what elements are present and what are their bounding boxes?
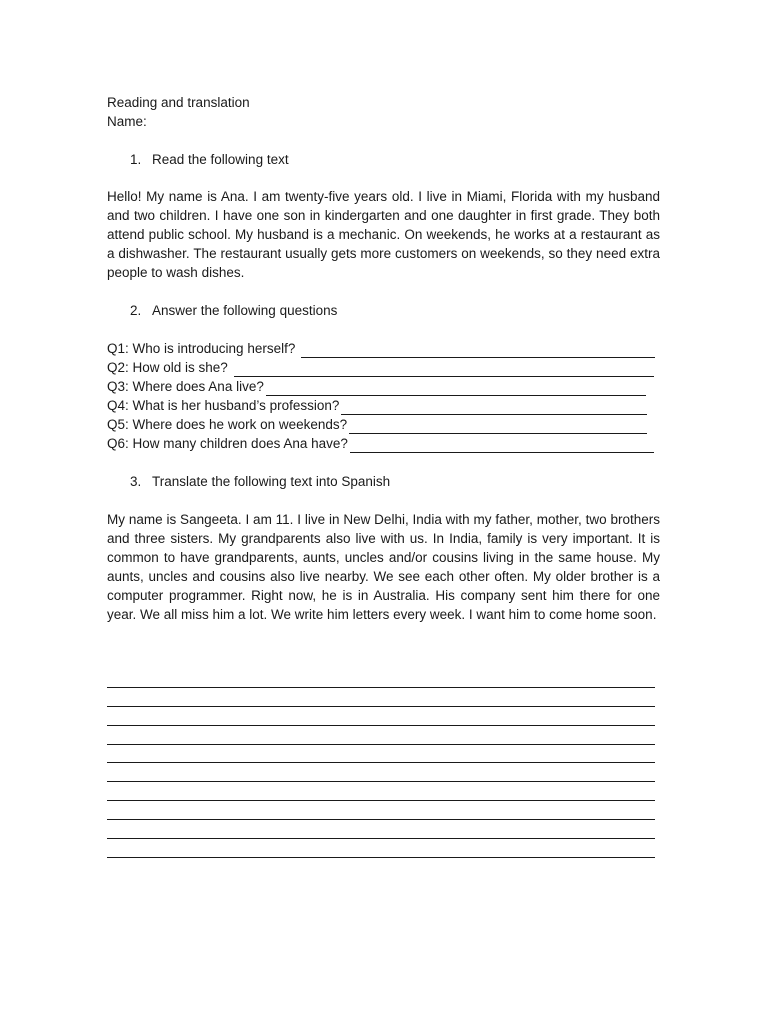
question-row <box>107 415 667 434</box>
answer-blank[interactable] <box>234 362 654 377</box>
answer-line[interactable] <box>107 763 655 782</box>
answer-line[interactable] <box>107 688 655 707</box>
question-label: Q2: How old is she? <box>107 360 232 375</box>
answer-blank[interactable] <box>266 381 646 396</box>
question-label: Q4: What is her husband’s profession? <box>107 398 340 413</box>
section-2-number: 2. <box>130 303 142 318</box>
question-row <box>107 339 667 358</box>
answer-blank[interactable] <box>350 438 654 453</box>
answer-blank[interactable] <box>301 343 655 358</box>
translation-passage: My name is Sangeeta. I am 11. I live in New Delhi, India with my father, mother, two brothers and three sisters. My grandparents also live with us. In India, family is very important. It is common to have grandparents, aunts, uncles and/or cousins living in the same house. My aunts, uncles and cousins also live nearby. We see each other often. My older brother is a computer programmer. Right now, he is in Australia. His company sent him there for one year. We all miss him a lot. We write him letters every week. I want him to come home soon. <box>107 512 660 622</box>
question-row <box>107 377 667 396</box>
answer-line[interactable] <box>107 820 655 839</box>
section-3-number: 3. <box>130 474 142 489</box>
reading-passage: Hello! My name is Ana. I am twenty-five years old. I live in Miami, Florida with my husband and two children. I have one son in kindergarten and one daughter in first grade. They both attend public school. My husband is a mechanic. On weekends, he works at a restaurant as a dishwasher. The restaurant usually gets more customers on weekends, so they need extra people to wash dishes. <box>107 189 660 280</box>
answer-line[interactable] <box>107 669 655 688</box>
answer-line[interactable] <box>107 726 655 745</box>
worksheet-header <box>107 93 250 131</box>
section-3-title: Translate the following text into Spanish <box>152 474 391 489</box>
question-label: Q1: Who is introducing herself? <box>107 341 300 356</box>
section-2-title: Answer the following questions <box>152 303 338 318</box>
question-list <box>107 339 667 453</box>
answer-line[interactable] <box>107 782 655 801</box>
section-1-heading <box>130 150 289 169</box>
answer-blank[interactable] <box>349 419 647 434</box>
question-label: Q5: Where does he work on weekends? <box>107 417 348 432</box>
question-row <box>107 396 667 415</box>
section-2-heading <box>130 301 337 320</box>
question-label: Q6: How many children does Ana have? <box>107 436 348 451</box>
answer-line[interactable] <box>107 801 655 820</box>
answer-line[interactable] <box>107 745 655 764</box>
question-row <box>107 358 667 377</box>
question-label: Q3: Where does Ana live? <box>107 379 264 394</box>
answer-line[interactable] <box>107 839 655 858</box>
translation-answer-area[interactable] <box>107 669 655 858</box>
section-1-title: Read the following text <box>152 152 289 167</box>
worksheet-title: Reading and translation <box>107 95 250 110</box>
section-3-heading <box>130 472 390 491</box>
name-label: Name: <box>107 114 147 129</box>
section-1-number: 1. <box>130 152 142 167</box>
question-row <box>107 434 667 453</box>
answer-line[interactable] <box>107 707 655 726</box>
answer-blank[interactable] <box>341 400 647 415</box>
